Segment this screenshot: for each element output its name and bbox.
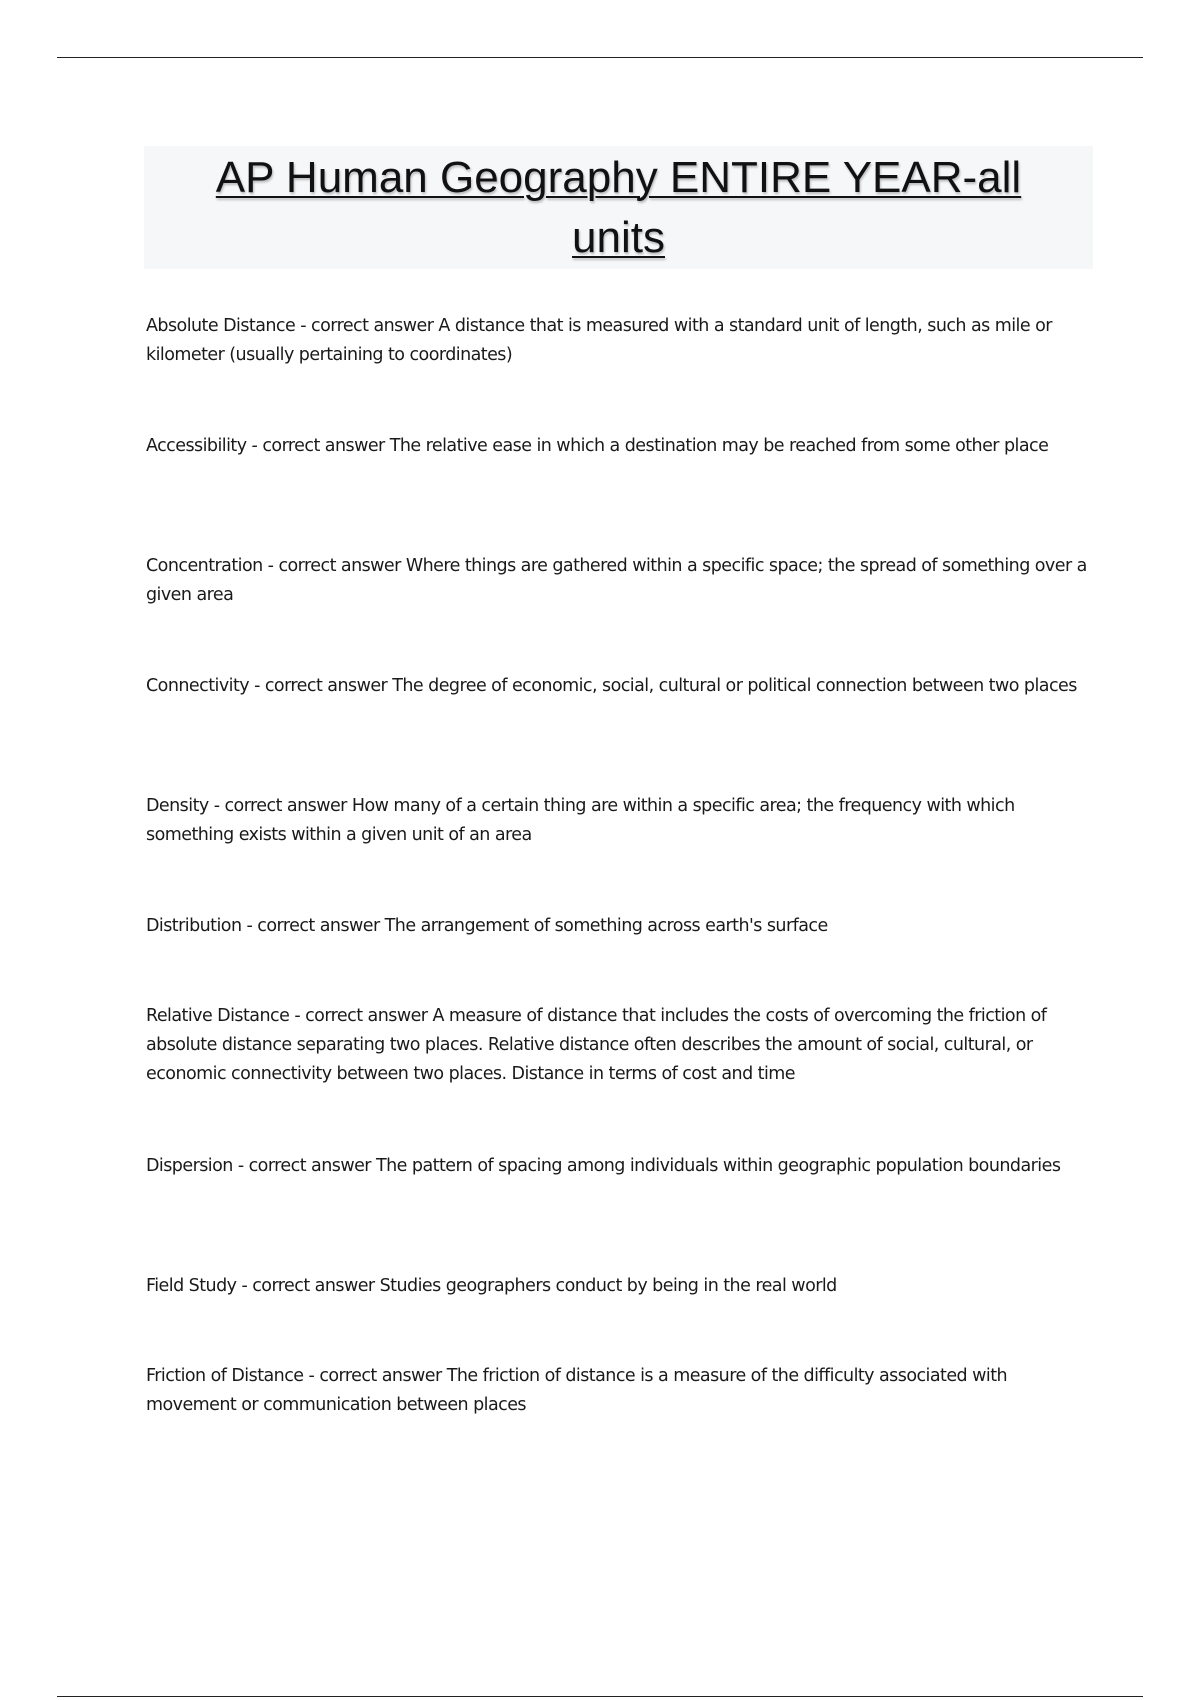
term-definition: Studies geographers conduct by being in the real world [379,1276,837,1296]
title-banner [144,146,1093,269]
term-entry [146,672,1091,701]
term-name: Connectivity [146,676,250,696]
term-entry [146,432,1091,461]
document-title: AP Human Geography ENTIRE YEAR-all units [215,152,1022,262]
answer-prefix: correct answer [305,1006,428,1026]
term-definition: The relative ease in which a destination may be reached from some other place [389,436,1049,456]
term-definition: The degree of economic, social, cultural or political connection between two places [392,676,1077,696]
term-separator: - [232,1156,249,1176]
answer-prefix: correct answer [248,1156,371,1176]
term-separator: - [295,316,312,336]
term-definition: A measure of distance that includes the costs of overcoming the friction of absolute distance separating two places. Relative distance often describes the amount of social, cultural, or economic connectivity between two places. Distance in terms of cost and time [146,1006,1047,1084]
term-entry [146,312,1091,370]
term-separator: - [236,1276,253,1296]
term-entry [146,1272,1091,1301]
term-separator: - [241,916,258,936]
answer-prefix: correct answer [262,436,385,456]
term-definition: The arrangement of something across earth's surface [384,916,828,936]
term-name: Dispersion [146,1156,233,1176]
answer-prefix: correct answer [311,316,434,336]
term-definition: How many of a certain thing are within a specific area; the frequency with which something exists within a given unit of an area [146,796,1015,845]
term-entry [146,1362,1091,1420]
term-definition: A distance that is measured with a standard unit of length, such as mile or kilometer (usually pertaining to coordinates) [146,316,1052,365]
term-entry [146,912,1091,941]
term-name: Friction of Distance [146,1366,304,1386]
term-name: Relative Distance [146,1006,290,1026]
term-name: Concentration [146,556,263,576]
answer-prefix: correct answer [319,1366,442,1386]
term-entry [146,792,1091,850]
top-rule [57,57,1143,58]
term-definition: Where things are gathered within a specific space; the spread of something over a given area [146,556,1087,605]
term-name: Density [146,796,209,816]
term-separator: - [289,1006,306,1026]
term-definition: The pattern of spacing among individuals within geographic population boundaries [375,1156,1061,1176]
term-separator: - [303,1366,320,1386]
term-entry [146,552,1091,610]
answer-prefix: correct answer [224,796,347,816]
term-entry [146,1152,1091,1181]
answer-prefix: correct answer [257,916,380,936]
term-name: Accessibility [146,436,247,456]
term-entry [146,1002,1091,1089]
term-name: Field Study [146,1276,237,1296]
term-name: Distribution [146,916,242,936]
bottom-rule [57,1696,1143,1697]
term-separator: - [262,556,279,576]
term-separator: - [246,436,263,456]
term-separator: - [249,676,265,696]
answer-prefix: correct answer [252,1276,375,1296]
term-definition: The friction of distance is a measure of the difficulty associated with movement or communication between places [146,1366,1008,1415]
term-name: Absolute Distance [146,316,296,336]
term-separator: - [208,796,225,816]
answer-prefix: correct answer [264,676,388,696]
answer-prefix: correct answer [278,556,401,576]
